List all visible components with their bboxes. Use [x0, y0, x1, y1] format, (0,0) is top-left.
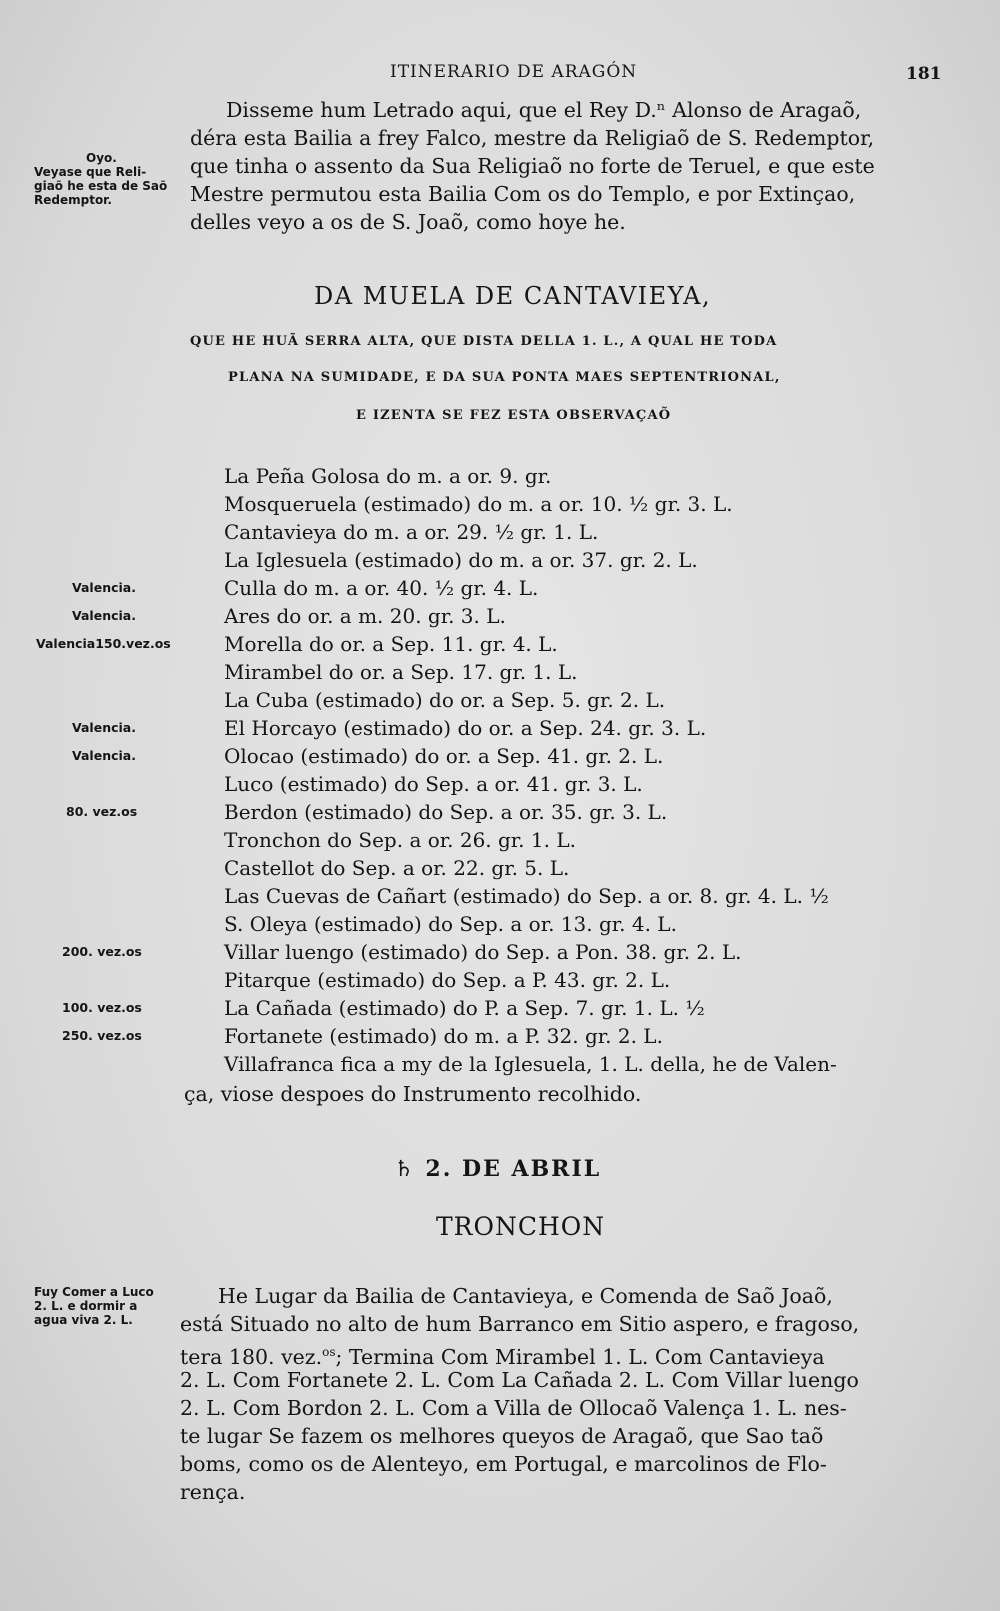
observation-entry: Tronchon do Sep. a or. 26. gr. 1. L.: [224, 828, 576, 852]
observation-entry: Villar luengo (estimado) do Sep. a Pon. 38. gr. 2. L.: [224, 940, 742, 964]
observation-entry: El Horcayo (estimado) do or. a Sep. 24. gr. 3. L.: [224, 716, 707, 740]
entry-margin-note: Valencia.: [72, 748, 136, 763]
entry-margin-note: 200. vez.os: [62, 944, 142, 959]
section-title: DA MUELA DE CANTAVIEYA,: [314, 282, 712, 310]
observation-entry: Luco (estimado) do Sep. a or. 41. gr. 3. L.: [224, 772, 643, 796]
observation-entry: Ares do or. a m. 20. gr. 3. L.: [224, 604, 506, 628]
margin-note-oyo-line: giaõ he esta de Saõ: [34, 179, 168, 193]
observation-entry: Morella do or. a Sep. 11. gr. 4. L.: [224, 632, 558, 656]
observation-entry: Olocao (estimado) do or. a Sep. 41. gr. 2. L.: [224, 744, 664, 768]
entry-margin-note: 100. vez.os: [62, 1000, 142, 1015]
intro-line: Disseme hum Letrado aqui, que el Rey D.ⁿ Alonso de Aragaõ,: [226, 98, 862, 122]
observation-entry: Las Cuevas de Cañart (estimado) do Sep. a or. 8. gr. 4. L. ½: [224, 884, 829, 908]
margin-note-oyo-line: Redemptor.: [34, 193, 112, 207]
closing-line: Villafranca fica a my de la Iglesuela, 1. L. della, he de Valen-: [224, 1052, 837, 1076]
section-subtitle-line: PLANA NA SUMIDADE, E DA SUA PONTA MAES SEPTENTRIONAL,: [228, 370, 781, 385]
superscript: os: [322, 1345, 336, 1359]
day-heading: ♄ 2. DE ABRIL: [394, 1156, 602, 1182]
margin-note-tronchon-line: agua viva 2. L.: [34, 1313, 133, 1327]
margin-note-tronchon-line: 2. L. e dormir a: [34, 1299, 138, 1313]
intro-line: que tinha o assento da Sua Religiaõ no forte de Teruel, e que este: [190, 154, 875, 178]
entry-margin-note: Valencia.: [72, 608, 136, 623]
tronchon-line: 2. L. Com Fortanete 2. L. Com La Cañada 2. L. Com Villar luengo: [180, 1368, 859, 1392]
entry-margin-note: Valencia.: [72, 580, 136, 595]
observation-entry: Fortanete (estimado) do m. a P. 32. gr. 2. L.: [224, 1024, 663, 1048]
observation-entry: Cantavieya do m. a or. 29. ½ gr. 1. L.: [224, 520, 599, 544]
tronchon-line: te lugar Se fazem os melhores queyos de Aragaõ, que Sao taõ: [180, 1424, 824, 1448]
section-subtitle-line: QUE HE HUÃ SERRA ALTA, QUE DISTA DELLA 1. L., A QUAL HE TODA: [190, 334, 778, 349]
observation-entry: La Iglesuela (estimado) do m. a or. 37. gr. 2. L.: [224, 548, 698, 572]
observation-entry: La Peña Golosa do m. a or. 9. gr.: [224, 464, 552, 488]
entry-margin-note: Valencia150.vez.os: [36, 636, 171, 651]
margin-note-oyo-line: Oyo.: [86, 151, 117, 165]
observation-entry: Mosqueruela (estimado) do m. a or. 10. ½ gr. 3. L.: [224, 492, 733, 516]
observation-entry: La Cuba (estimado) do or. a Sep. 5. gr. 2. L.: [224, 688, 666, 712]
page-number: 181: [906, 64, 942, 84]
intro-line: déra esta Bailia a frey Falco, mestre da Religiaõ de S. Redemptor,: [190, 126, 875, 150]
place-title: TRONCHON: [436, 1212, 606, 1241]
observation-entry: Pitarque (estimado) do Sep. a P. 43. gr. 2. L.: [224, 968, 671, 992]
tronchon-line: 2. L. Com Bordon 2. L. Com a Villa de Ollocaõ Valença 1. L. nes-: [180, 1396, 847, 1420]
observation-entry: Mirambel do or. a Sep. 17. gr. 1. L.: [224, 660, 578, 684]
tronchon-line-part: ; Termina Com Mirambel 1. L. Com Cantavieya: [335, 1344, 825, 1369]
entry-margin-note: Valencia.: [72, 720, 136, 735]
running-header: ITINERARIO DE ARAGÓN: [390, 62, 638, 82]
entry-margin-note: 80. vez.os: [66, 804, 138, 819]
tronchon-line: boms, como os de Alenteyo, em Portugal, e marcolinos de Flo-: [180, 1452, 827, 1476]
intro-line: delles veyo a os de S. Joaõ, como hoye he.: [190, 210, 626, 234]
closing-line: ça, viose despoes do Instrumento recolhido.: [184, 1082, 642, 1106]
intro-line: Mestre permutou esta Bailia Com os do Templo, e por Extinçao,: [190, 182, 856, 206]
tronchon-line: está Situado no alto de hum Barranco em Sitio aspero, e fragoso,: [180, 1312, 860, 1336]
observation-entry: La Cañada (estimado) do P. a Sep. 7. gr. 1. L. ½: [224, 996, 705, 1020]
tronchon-line: rença.: [180, 1480, 246, 1504]
observation-entry: Berdon (estimado) do Sep. a or. 35. gr. 3. L.: [224, 800, 668, 824]
margin-note-oyo-line: Veyase que Reli-: [34, 165, 147, 179]
tronchon-line-part: tera 180. vez.: [180, 1344, 323, 1369]
observation-entry: S. Oleya (estimado) do Sep. a or. 13. gr. 4. L.: [224, 912, 677, 936]
margin-note-tronchon-line: Fuy Comer a Luco: [34, 1285, 154, 1299]
tronchon-line: He Lugar da Bailia de Cantavieya, e Comenda de Saõ Joaõ,: [218, 1284, 833, 1308]
observation-entry: Culla do m. a or. 40. ½ gr. 4. L.: [224, 576, 539, 600]
entry-margin-note: 250. vez.os: [62, 1028, 142, 1043]
observation-entry: Castellot do Sep. a or. 22. gr. 5. L.: [224, 856, 570, 880]
section-subtitle-line: E IZENTA SE FEZ ESTA OBSERVAÇAÕ: [356, 408, 672, 423]
